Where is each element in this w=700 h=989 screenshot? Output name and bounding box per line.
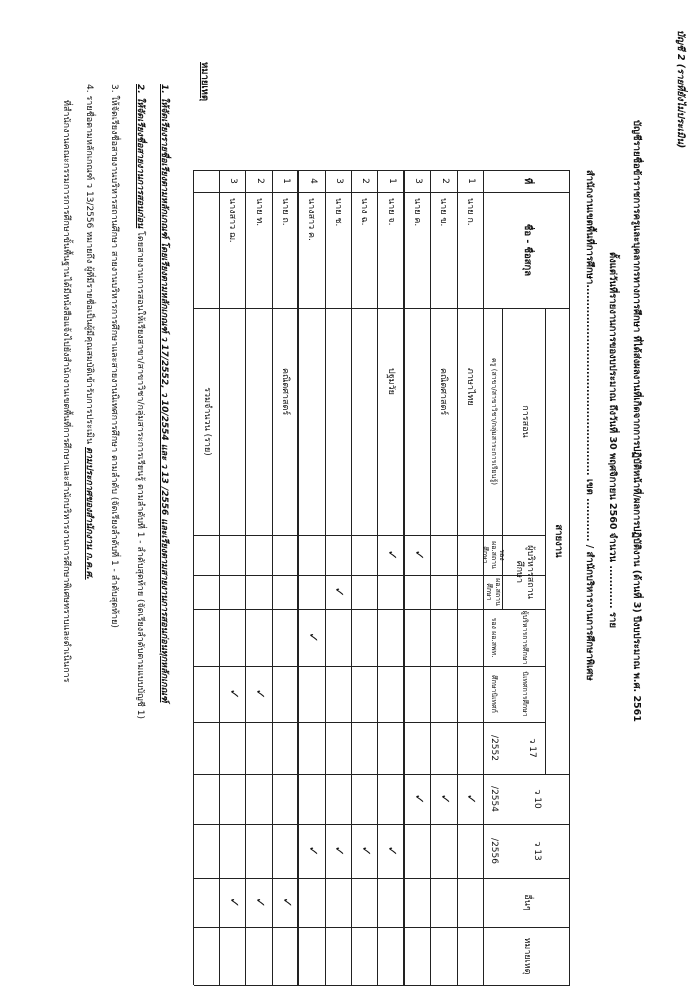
header-rule-17: ว 17 (526, 738, 537, 758)
header-teach: การสอน (519, 405, 530, 438)
row-subject: ภาษาไทย (464, 368, 475, 406)
note-4 (83, 84, 97, 580)
header-rule-10-sub: /2554 (488, 786, 499, 812)
check-mark: ✓ (278, 897, 294, 908)
row-number: 1 (386, 178, 397, 184)
check-mark: ✓ (463, 793, 479, 805)
header-other: อื่นๆ (522, 894, 533, 911)
check-mark: ✓ (331, 845, 347, 857)
header-rule-10: ว 10 (531, 789, 542, 809)
row-number: 2 (254, 178, 265, 184)
row-rule (457, 170, 458, 985)
note-2 (134, 84, 148, 719)
row-rule (272, 170, 273, 985)
row-name: นาง ฉ. (359, 198, 370, 226)
check-mark: ✓ (410, 793, 426, 805)
row-name: นางสาว ฌ. (227, 198, 238, 243)
row-number: 2 (360, 178, 371, 184)
header-rule-13-sub: /2556 (488, 838, 499, 864)
note-4-text: 4. รายชื่อตามหลักเกณฑ์ ว 13/2556 หมายถึง ผู้ที่มีรายชื่อเป็นผู้มีคุณสมบัติเข้ารับการประเมิน (84, 84, 94, 448)
notes-title: หมายเหตุ (199, 62, 210, 102)
total-label: รวมจำนวน (ราย) (201, 387, 212, 456)
row-name: นางสาว ค. (306, 198, 317, 241)
header-no: ที่ (522, 177, 534, 185)
header-field: สายงาน (553, 524, 565, 558)
title-line-3: สำนักงานเขตพื้นที่การศึกษา..................................................... เขต ............ / สำนักบริหารงานการศึกษาพิเศษ (584, 170, 595, 681)
header-remark: หมายเหตุ (522, 937, 533, 975)
row-name: นาย ช. (332, 198, 343, 227)
note-4-emphasis: ตามประกาศของสำนักงาน ก.ค.ศ. (84, 447, 94, 580)
check-mark: ✓ (252, 688, 268, 700)
note-2-emphasis: 2. ให้จัดเรียงชื่อสายงานการสอนก่อน (135, 84, 145, 229)
header-rule-13: ว 13 (531, 841, 542, 861)
note-3: 3. ให้จัดเรียงชื่อสายงานบริหารสถานศึกษา สายงานบริหารการศึกษาและสายงานนิเทศการศึกษา ตามลำดับ (จัดเรียงลำดับที่ 1 - ลำดับสุดท้าย) (109, 84, 119, 628)
title-line-2: ตั้งแต่วันที่รายงานการของบประมาณ ถึงวันที่ 30 พฤศจิกายน 2560 จำนวน ............ ราย (607, 252, 618, 628)
row-name: นาย จ. (385, 198, 396, 226)
row-rule (219, 170, 220, 985)
header-edu-admin: ผู้บริหารการศึกษา (520, 610, 529, 665)
check-mark: ✓ (384, 549, 400, 561)
header-admin-director: ผอ.สถานศึกษา (485, 578, 502, 606)
header-name: ชื่อ - ชื่อสกุล (522, 223, 534, 277)
group-rule (403, 170, 405, 985)
header-supervisor: ศึกษานิเทศก์ (489, 675, 498, 713)
row-name: นาย ถ. (280, 198, 291, 226)
row-rule (245, 170, 246, 985)
table-border-right (194, 985, 570, 986)
check-mark: ✓ (225, 688, 241, 700)
check-mark: ✓ (304, 845, 320, 857)
check-mark: ✓ (410, 549, 426, 561)
check-mark: ✓ (252, 897, 268, 908)
title-line-1: บัญชีรายชื่อข้าราชการครูและบุคลากรทางการศึกษา ที่ได้ส่งผลงานที่เกิดจากการปฏิบัติหน้าที่/ผลการปฏิบัติงาน (ด้านที่ 3) ปีงบประมาณ พ.ศ. 2561 (631, 120, 642, 722)
table-border-bottom (193, 170, 194, 985)
row-subject: คณิตศาสตร์ (438, 368, 449, 416)
row-subject: คณิตศาสตร์ (280, 368, 291, 416)
check-mark: ✓ (304, 632, 320, 643)
note-2-text: โดยสายงานการสอนให้เรียงสาขา/สาขาวิชา/กลุ่มสาระการเรียนรู้ ตามลำดับที่ 1 - ลำดับสุดท้าย (จัดเรียงลำดับตามแบบบัญชี 1) (135, 228, 145, 719)
row-number: 1 (465, 178, 476, 184)
check-mark: ✓ (331, 586, 347, 598)
row-rule (430, 170, 431, 985)
row-number: 3 (333, 178, 344, 184)
row-number: 3 (228, 178, 239, 184)
corner-label: บัญชี 2 (รายที่ยังไม่ประเมิน) (675, 30, 686, 149)
check-mark: ✓ (357, 845, 373, 857)
check-mark: ✓ (436, 793, 452, 805)
header-supervisor-top: นิเทศการศึกษา (520, 671, 529, 717)
note-5: ที่สำนักงานคณะกรรมการการศึกษาขั้นพื้นฐานได้มีหนังสือแจ้งไปยังสำนักงานเขตพื้นที่การศึกษาและสำนักบริหารงานการศึกษาพิเศษทราบและดำเนินการ (61, 100, 71, 683)
row-name: นาย ค. (412, 198, 423, 227)
table-rule (484, 666, 546, 667)
row-name: นาย ก. (464, 198, 475, 226)
row-name: นาย ท. (253, 198, 264, 227)
row-number: 2 (439, 178, 450, 184)
header-admin: ผู้บริหารสถานศึกษา (514, 545, 535, 599)
row-number: 1 (281, 178, 292, 184)
note-1: 1. ให้จัดเรียงรายชื่อเรียงตามหลักเกณฑ์ โดยเรียงตามหลักเกณฑ์ ว 17/2552, ว 10/2554 และ ว 13 /2556 และเรียงตามสายงานการสอนก่อนทุกหลักเกณฑ์ (159, 84, 169, 703)
group-rule (297, 170, 299, 985)
header-teach-sub: ครู (สาขา/สาขาวิชา/กลุ่มสาระการเรียนรู้) (489, 358, 498, 485)
header-edu-admin-sub: รอง ผอ.สพท. (489, 617, 498, 658)
row-number: 3 (413, 178, 424, 184)
row-number: 4 (307, 178, 318, 184)
row-subject: ปฐมวัย (385, 368, 396, 395)
header-admin-deputy: รอง ผอ.สถานศึกษา (481, 541, 506, 569)
check-mark: ✓ (384, 845, 400, 857)
header-rule-17-sub: /2552 (488, 735, 499, 761)
check-mark: ✓ (225, 897, 241, 908)
row-name: นาย ข. (438, 198, 449, 227)
